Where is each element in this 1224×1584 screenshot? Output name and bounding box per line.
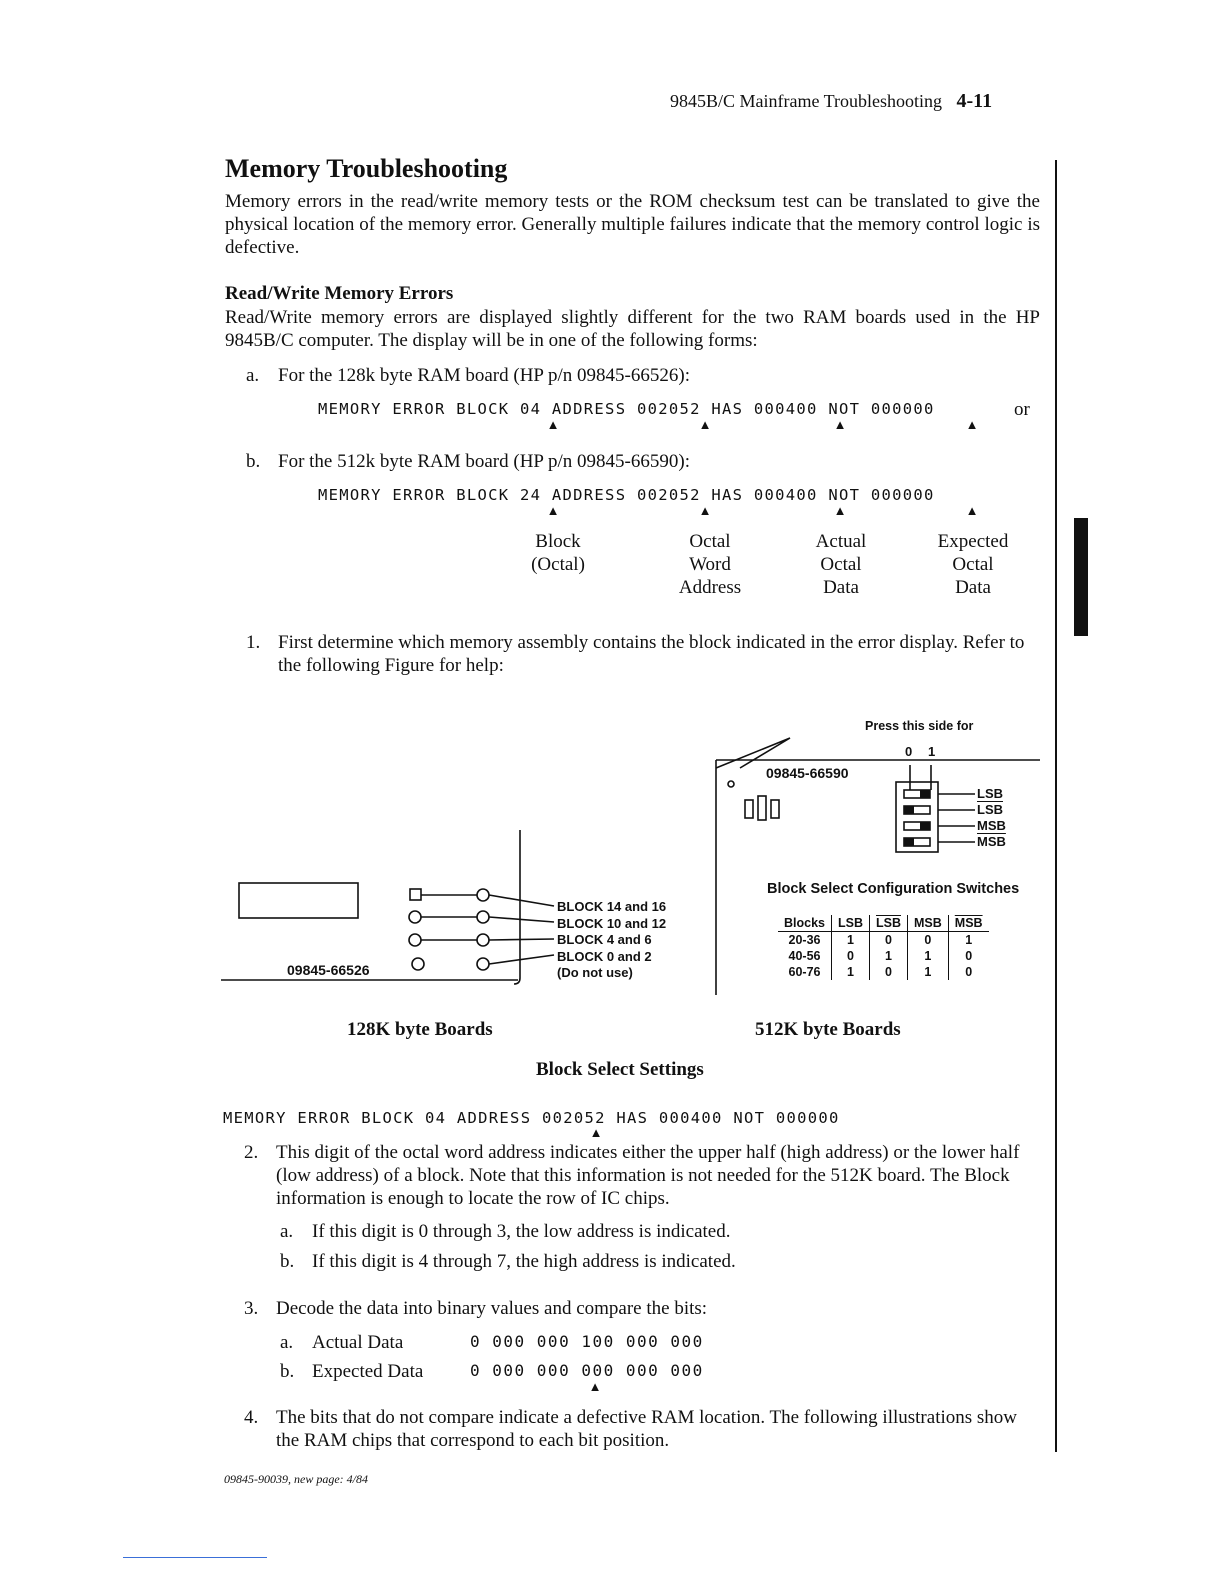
error-display-b: MEMORY ERROR BLOCK 24 ADDRESS 002052 HAS 000400 NOT 000000 [318,486,935,504]
step4-marker: 4. [244,1407,259,1428]
switch-knob [904,806,914,814]
error-display-c: MEMORY ERROR BLOCK 04 ADDRESS 002052 HAS 000400 NOT 000000 [223,1109,840,1127]
arrow-up-icon: ▲ [965,417,979,432]
step3-marker: 3. [244,1298,259,1319]
arrow-up-icon: ▲ [589,1125,603,1140]
ic-chip [745,800,753,818]
board-128-connector [239,883,358,918]
switch-label-list: LSB $\overline{LSB}$ MSB $\overline{MSB}$ [977,786,1006,849]
switch-knob [904,838,914,846]
arrow-up-icon: ▲ [546,417,560,432]
step2-text: This digit of the octal word address indicates either the upper half (high address) or the lower half (low address) of a block. Note that this information is not needed for the 512K board. The Block information is enough to locate the row of IC chips. [276,1142,1020,1209]
change-bar [1055,160,1057,1452]
arrow-up-icon: ▲ [546,503,560,518]
ic-chip [758,796,766,820]
footer-note: 09845-90039, new page: 4/84 [224,1472,368,1486]
step3-a-label: Actual Data [312,1332,404,1353]
step3-b-marker: b. [280,1361,295,1382]
table-row: 40-56 0 1 1 0 [778,948,989,964]
jumper-pad-square [410,889,421,900]
arrow-up-icon: ▲ [833,417,847,432]
leader-line [489,939,554,940]
table-row: 20-36 1 0 0 1 [778,932,989,949]
caption-128k: 128K byte Boards [347,1019,493,1040]
config-table-header: Blocks LSB $\overline{LSB}$ MSB $\overline{MSB}$ [778,915,989,932]
step2-b-text: If this digit is 4 through 7, the high address is indicated. [312,1251,736,1272]
board-512-part-number: 09845-66590 [766,765,849,781]
header-title: 9845B/C Mainframe Troubleshooting [670,91,943,111]
arrow-up-icon: ▲ [588,1379,602,1394]
switch-position-0: 0 [905,744,913,759]
step2-marker: 2. [244,1142,259,1163]
label-expected-data: Expected Octal Data [937,531,1009,598]
step1-text: First determine which memory assembly contains the block indicated in the error display. Refer to the following Figure for help: [278,632,1025,676]
rw-heading: Read/Write Memory Errors [225,283,454,304]
dip-switch [904,790,930,798]
board-128-part-number: 09845-66526 [287,962,370,978]
jumper-pad [477,934,489,946]
page-number: 4-11 [956,90,993,112]
dip-switch [904,838,930,846]
section-title: Memory Troubleshooting [225,154,508,183]
step2-a-text: If this digit is 0 through 3, the low address is indicated. [312,1221,731,1242]
item-a-text: For the 128k byte RAM board (HP p/n 09845-66526): [278,365,690,386]
leader-line [489,955,554,964]
switch-knob [920,790,930,798]
config-title: Block Select Configuration Switches [767,881,1020,897]
item-b-text: For the 512k byte RAM board (HP p/n 09845-66590): [278,451,690,472]
jumper-pad [412,958,424,970]
dip-switch-body [896,782,938,852]
jumper-pad [477,911,489,923]
jumper-pad [409,911,421,923]
board-128-corner [514,978,520,984]
switch-position-1: 1 [928,744,936,759]
press-side-label: Press this side for [865,719,974,733]
item-b-marker: b. [246,451,261,472]
step3-a-marker: a. [280,1332,294,1353]
jumper-pad [477,958,489,970]
jumper-pad [477,889,489,901]
expected-data-bits: 0 000 000 000 000 000 [470,1361,704,1380]
dip-switch [904,806,930,814]
figure-caption: Block Select Settings [536,1059,704,1080]
switch-knob [920,822,930,830]
running-header [670,90,992,113]
config-table [778,915,989,980]
caption-512k: 512K byte Boards [755,1019,901,1040]
leader-line [489,917,554,922]
leader-line [489,895,554,906]
step4-text: The bits that do not compare indicate a defective RAM location. The following illustrations show the RAM chips that correspond to each bit position. [276,1407,1018,1451]
arrow-up-icon: ▲ [698,417,712,432]
display-a-or: or [1014,399,1030,420]
intro-paragraph: Memory errors in the read/write memory tests or the ROM checksum test can be translated to give the physical location of the memory error. Generally multiple failures indicate that the memory control logic is defective. [225,191,1040,258]
block-label-list: BLOCK 14 and 16 BLOCK 10 and 12 BLOCK 4 and 6 BLOCK 0 and 2 (Do not use) [557,899,667,980]
step1-marker: 1. [246,632,261,653]
label-block: Block (Octal) [531,531,585,575]
jumper-pad [409,934,421,946]
arrow-up-icon: ▲ [965,503,979,518]
table-row: 60-76 1 0 1 0 [778,964,989,980]
board-512-lever [716,738,790,768]
step3-text: Decode the data into binary values and compare the bits: [276,1298,708,1319]
ic-chip [771,800,779,818]
step2-b-marker: b. [280,1251,295,1272]
arrow-up-icon: ▲ [698,503,712,518]
item-a-marker: a. [246,365,260,386]
arrow-up-icon: ▲ [833,503,847,518]
rw-paragraph: Read/Write memory errors are displayed slightly different for the two RAM boards used in the HP 9845B/C computer. The display will be in one of the following forms: [225,307,1040,351]
error-display-a: MEMORY ERROR BLOCK 04 ADDRESS 002052 HAS 000400 NOT 000000 [318,400,935,418]
bottom-rule [123,1557,267,1558]
label-actual-data: Actual Octal Data [815,531,867,598]
thumb-tab-marker [1074,518,1088,636]
step2-a-marker: a. [280,1221,294,1242]
label-octal-word-address: Octal Word Address [678,531,742,598]
actual-data-bits: 0 000 000 100 000 000 [470,1332,704,1351]
dip-switch [904,822,930,830]
board-512-hole [728,781,734,787]
step3-b-label: Expected Data [312,1361,424,1382]
